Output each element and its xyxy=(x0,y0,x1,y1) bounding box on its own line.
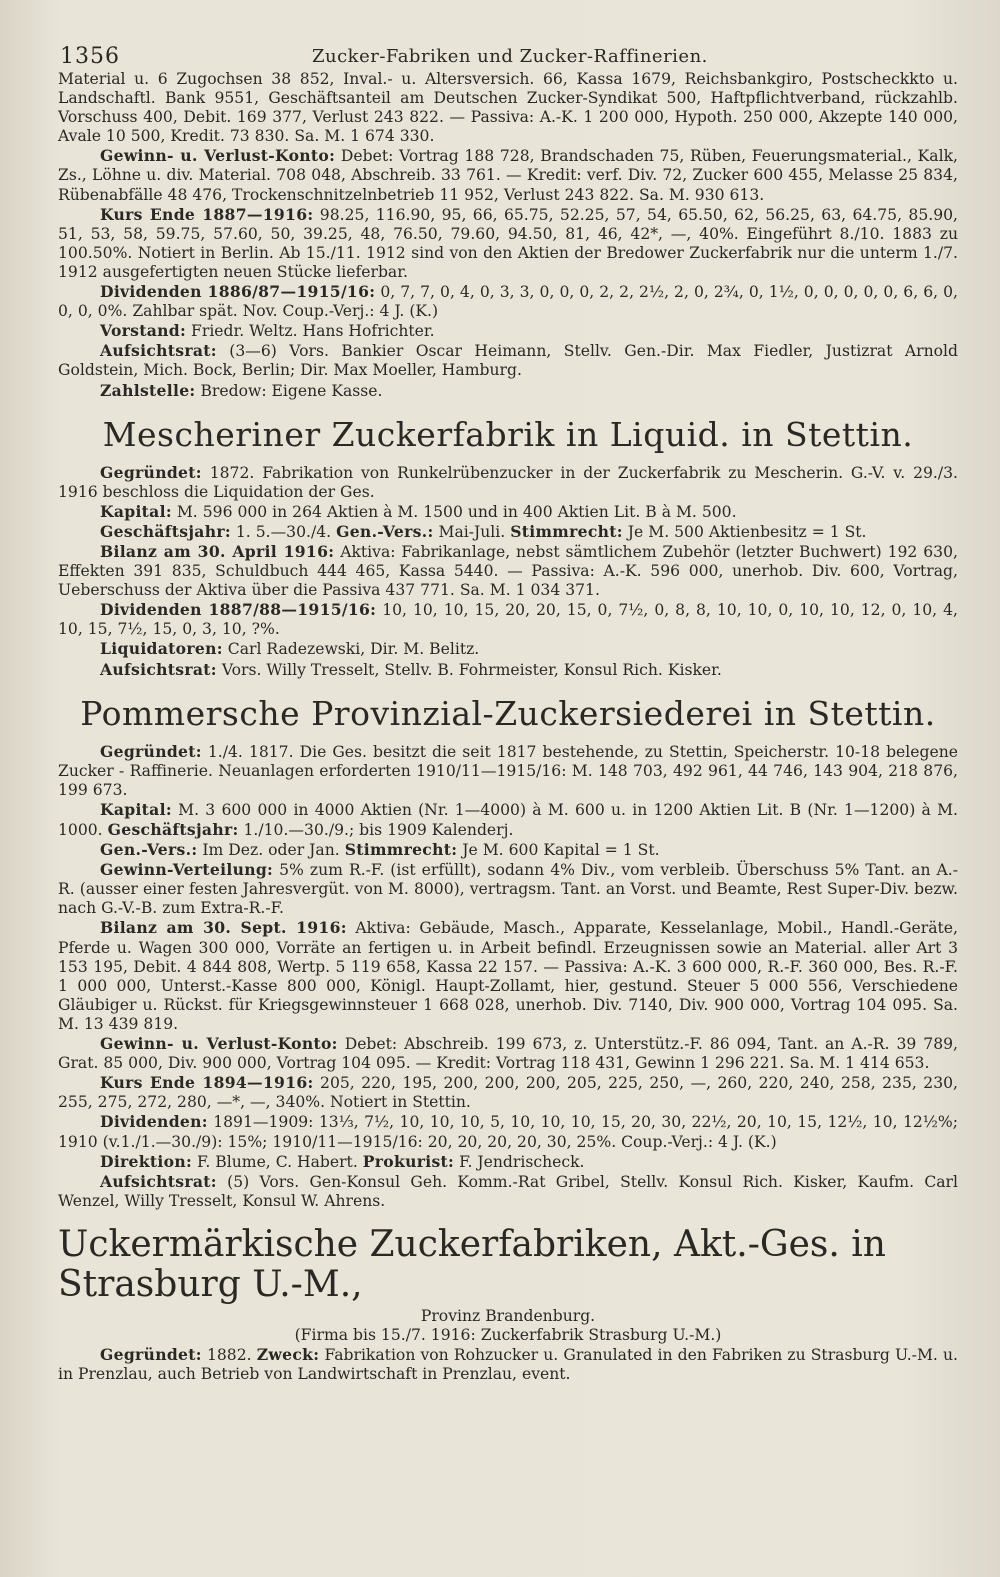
former-name: (Firma bis 15./7. 1916: Zuckerfabrik Strasburg U.-M.) xyxy=(294,1325,722,1344)
paying-agent-paragraph: Zahlstelle: Bredow: Eigene Kasse. xyxy=(100,380,383,400)
balance-text: Material u. 6 Zugochsen 38 852, Inval.- u. Altersversich. 66, Kassa 1679, Reichsbankgiro, Postscheckkto u. Landschaftl. Bank 9551, Geschäftsanteil am Deutschen Zucker-Syndikat 500, Haftpflichtverband, rückzahlb. Vorschuss 400, Debit. 169 377, Verlust 243 822. — Passiva: A.-K. 1 200 000, Hypoth. 250 000, Akzepte 140 000, Avale 10 500, Kredit. 73 830. Sa. M. 1 674 330. xyxy=(58,70,958,146)
section-bredow-continuation xyxy=(58,70,958,401)
balance-paragraph: Bilanz am 30. Sept. 1916: Aktiva: Gebäude, Masch., Apparate, Kesselanlage, Mobil., Handl.-Geräte, Pferde u. Wagen 300 000, Vorräte an fertigen u. in Arbeit befindl. Erzeugnissen sowie an Material. aller Art 3 153 195, Debit. 4 844 808, Wertp. 5 119 658, Kassa 22 157. — Passiva: A.-K. 3 600 000, R.-F. 360 000, Bes. R.-F. 1 000 000, Unterst.-Kasse 800 000, Königl. Haupt-Zollamt, hier, gestund. Steuer 5 000 556, Verschiedene Gläubiger u. Rückst. für Kriegsgewinnsteuer 1 668 028, unerhob. Div. 7140, Div. 900 000, Vortrag 104 095. Sa. M. 13 439 819. xyxy=(58,918,958,1033)
section-pommersche xyxy=(58,694,958,1211)
supervisory-board-paragraph: Aufsichtsrat: (3—6) Vors. Bankier Oscar Heimann, Stellv. Gen.-Dir. Max Fiedler, Justizrat Arnold Goldstein, Mich. Bock, Berlin; Dir. Max Moeller, Hamburg. xyxy=(58,341,958,380)
capital-paragraph: Kapital: M. 596 000 in 264 Aktien à M. 1500 und in 400 Aktien Lit. B à M. 500. xyxy=(100,501,737,521)
founded-paragraph: Gegründet: 1./4. 1817. Die Ges. besitzt die seit 1817 bestehende, zu Stettin, Speicherstr. 10-18 belegene Zucker - Raffinerie. Neuanlagen erforderten 1910/11—1915/16: M. 148 703, 492 961, 44 746, 143 904, 218 876, 199 673. xyxy=(58,741,958,799)
balance-paragraph: Bilanz am 30. April 1916: Aktiva: Fabrikanlage, nebst sämtlichem Zubehör (letzter Buchwert) 192 630, Effekten 391 835, Schuldbuch 444 465, Kassa 5440. — Passiva: A.-K. 596 000, unerhob. Div. 600, Vortrag, Ueberschuss der Aktiva über die Passiva 437 771. Sa. M. 1 034 371. xyxy=(58,541,958,600)
dividends-paragraph: Dividenden 1886/87—1915/16: 0, 7, 7, 0, 4, 0, 3, 3, 0, 0, 0, 2, 2, 2½, 2, 0, 2¾, 0, 1½, 0, 0, 0, 0, 0, 6, 6, 0, 0, 0, 0%. Zahlbar spät. Nov. Coup.-Verj.: 4 J. (K.) xyxy=(58,282,958,321)
profit-loss-paragraph: Gewinn- u. Verlust-Konto: Debet: Vortrag 188 728, Brandschaden 75, Rüben, Feuerungsmaterial., Kalk, Zs., Löhne u. div. Material. 708 048, Abschreib. 33 761. — Kredit: verf. Div. 72, Zucker 600 455, Melasse 25 834, Rübenabfälle 48 476, Trockenschnitzelnbetrieb 11 952, Verlust 243 822. Sa. M. 930 613. xyxy=(58,146,958,204)
dividends-paragraph: Dividenden 1887/88—1915/16: 10, 10, 10, 15, 20, 20, 15, 0, 7½, 0, 8, 8, 10, 10, 0, 10, 10, 12, 0, 10, 4, 10, 15, 7½, 15, 0, 3, 10, ?%. xyxy=(58,600,958,639)
profit-loss-paragraph: Gewinn- u. Verlust-Konto: Debet: Abschreib. 199 673, z. Unterstütz.-F. 86 094, Tant. an A.-R. 39 789, Grat. 85 000, Div. 900 000, Vortrag 104 095. — Kredit: Vortrag 118 431, Gewinn 1 296 221. Sa. M. 1 414 653. xyxy=(58,1034,959,1073)
section-subtitle: Provinz Brandenburg. xyxy=(420,1306,596,1325)
general-meeting-paragraph: Gen.-Vers.: Im Dez. oder Jan. Stimmrecht: Je M. 600 Kapital = 1 St. xyxy=(100,840,660,860)
section-title: Mescheriner Zuckerfabrik in Liquid. in Stettin. xyxy=(102,414,914,454)
share-price-paragraph: Kurs Ende 1894—1916: 205, 220, 195, 200, 200, 200, 205, 225, 250, —, 260, 220, 240, 258, 235, 230, 255, 275, 272, 280, —*, —, 340%. Notiert in Stettin. xyxy=(58,1073,958,1112)
founded-paragraph: Gegründet: 1872. Fabrikation von Runkelrübenzucker in der Zuckerfabrik zu Mescherin. G.-V. v. 29./3. 1916 beschloss die Liquidation der Ges. xyxy=(58,462,958,501)
section-mescheriner xyxy=(58,415,958,680)
board-paragraph: Vorstand: Friedr. Weltz. Hans Hofrichter. xyxy=(100,321,435,341)
supervisory-board-paragraph: Aufsichtsrat: (5) Vors. Gen-Konsul Geh. Komm.-Rat Gribel, Stellv. Konsul Rich. Kisker, Kaufm. Carl Wenzel, Willy Tresselt, Konsul W. Ahrens. xyxy=(58,1171,958,1210)
dividends-paragraph: Dividenden: 1891—1909: 13⅓, 7½, 10, 10, 10, 5, 10, 10, 10, 15, 20, 30, 22½, 20, 10, 15, 12½, 10, 12½%; 1910 (v.1./1.—30./9): 15%; 1910/11—1915/16: 20, 20, 20, 20, 30, 25%. Coup.-Verj.: 4 J. (K.) xyxy=(58,1112,958,1151)
capital-paragraph: Kapital: M. 3 600 000 in 4000 Aktien (Nr. 1—4000) à M. 600 u. in 1200 Aktien Lit. B (Nr. 1—1200) à M. 1000. Geschäftsjahr: 1./10.—30./9.; bis 1909 Kalenderj. xyxy=(58,799,959,839)
section-uckermark xyxy=(58,1225,958,1384)
page-header xyxy=(58,40,958,70)
founded-paragraph: Gegründet: 1882. Zweck: Fabrikation von Rohzucker u. Granulated in den Fabriken zu Strasburg U.-M. u. in Prenzlau, auch Betrieb von Landwirtschaft in Prenzlau, event. xyxy=(58,1345,958,1384)
share-price-paragraph: Kurs Ende 1887—1916: 98.25, 116.90, 95, 66, 65.75, 52.25, 57, 54, 65.50, 62, 56.25, 63, 64.75, 85.90, 51, 53, 58, 59.75, 57.60, 50, 39.25, 48, 76.50, 79.60, 94.50, 81, 46, 42*, —, 40%. Eingeführt 8./10. 1883 zu 100.50%. Notiert in Berlin. Ab 15./11. 1912 sind von den Aktien der Bredower Zuckerfabrik nur die unterm 1./7. 1912 ausgefertigten neuen Stücke lieferbar. xyxy=(58,204,958,281)
fiscal-year-paragraph: Geschäftsjahr: 1. 5.—30./4. Gen.-Vers.: Mai-Juli. Stimmrecht: Je M. 500 Aktienbesitz = 1 St. xyxy=(100,521,867,541)
liquidators-paragraph: Liquidatoren: Carl Radezewski, Dir. M. Belitz. xyxy=(100,639,480,659)
profit-distribution-paragraph: Gewinn-Verteilung: 5% zum R.-F. (ist erfüllt), sodann 4% Div., vom verbleib. Überschuss 5% Tant. an A.-R. (ausser einer festen Jahresvergüt. von M. 8000), vertragsm. Tant. an Vorst. und Beamte, Rest Super-Div. bezw. nach G.-V.-B. zum Extra-R.-F. xyxy=(58,860,958,918)
running-title: Zucker-Fabriken und Zucker-Raffinerien. xyxy=(312,46,708,67)
management-paragraph: Direktion: F. Blume, C. Habert. Prokurist: F. Jendrischeck. xyxy=(100,1151,585,1171)
supervisory-board-paragraph: Aufsichtsrat: Vors. Willy Tresselt, Stellv. B. Fohrmeister, Konsul Rich. Kisker. xyxy=(100,659,722,679)
section-title: Uckermärkische Zuckerfabriken, Akt.-Ges. in Strasburg U.-M., xyxy=(58,1223,886,1305)
section-title: Pommersche Provinzial-Zuckersiederei in Stettin. xyxy=(80,693,936,733)
page-number: 1356 xyxy=(60,44,120,69)
